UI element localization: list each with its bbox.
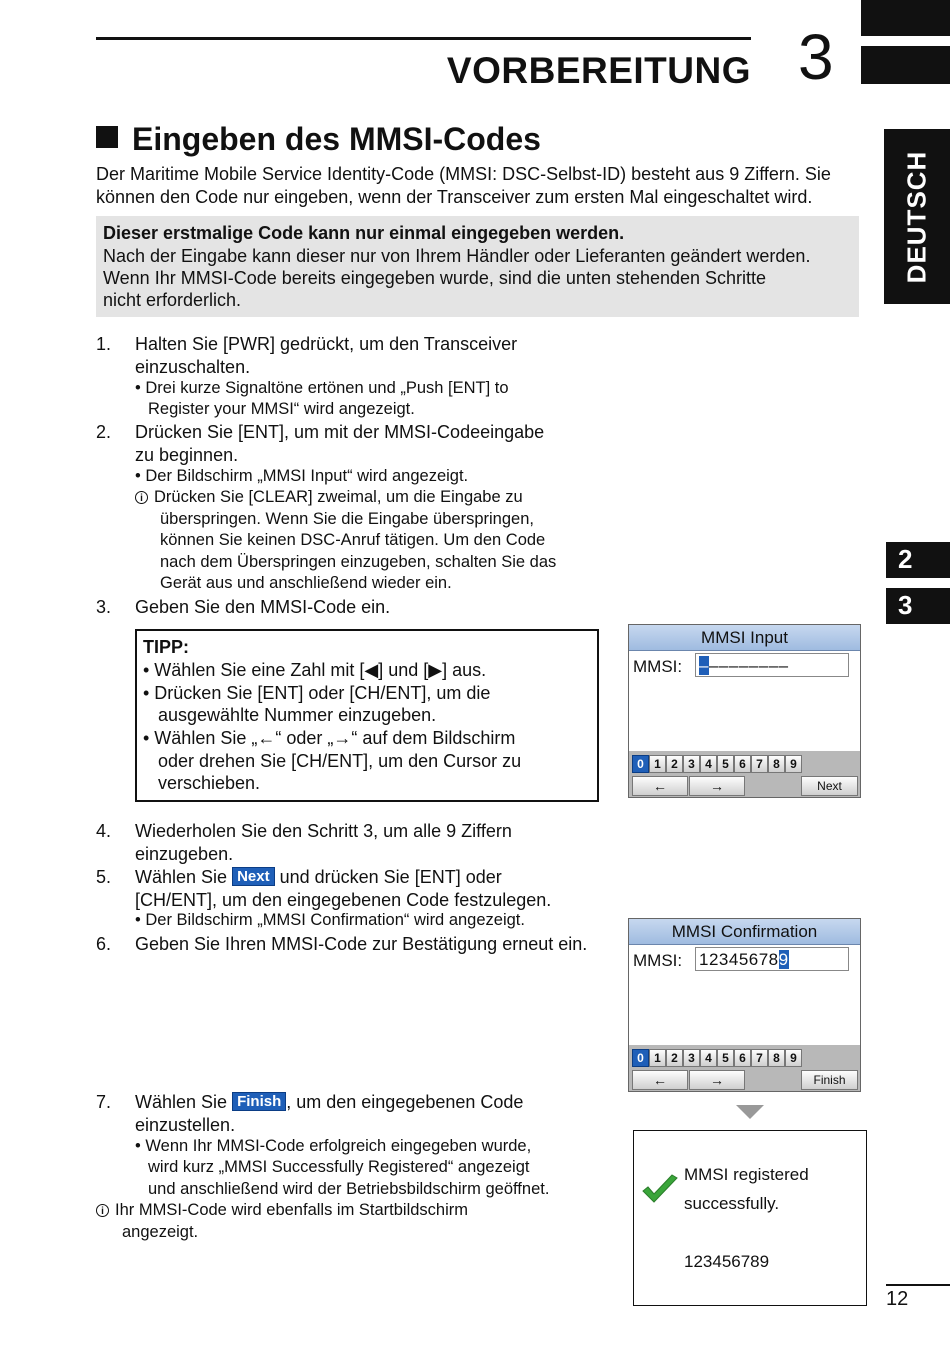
step5-post: und drücken Sie [ENT] oder xyxy=(279,867,502,887)
digit-key[interactable]: 6 xyxy=(734,755,751,773)
step7-bullet1: • Wenn Ihr MMSI-Code erfolgreich eingegeben wurde, xyxy=(135,1137,532,1155)
screen-title: MMSI Input xyxy=(629,625,860,651)
step7-line1 xyxy=(135,1091,523,1114)
note-bold: Dieser erstmalige Code kann nur einmal eingegeben werden. xyxy=(103,223,625,243)
chapter-tab-label: 2 xyxy=(898,544,913,574)
down-arrow-icon xyxy=(736,1105,764,1119)
info-icon: i xyxy=(135,491,148,504)
chapter-title: VORBEREITUNG xyxy=(446,50,751,91)
step4-line1: Wiederholen Sie den Schritt 3, um alle 9 Ziffern xyxy=(135,821,512,841)
tip-line-5: oder drehen Sie [CH/ENT], um den Cursor zu xyxy=(143,751,522,771)
step2-info-line3: können Sie keinen DSC-Anruf tätigen. Um den Code xyxy=(160,531,546,549)
note-line-1: Nach der Eingabe kann dieser nur von Ihrem Händler oder Lieferanten geändert werden. xyxy=(103,246,811,266)
tip-line-2: • Drücken Sie [ENT] oder [CH/ENT], um die xyxy=(143,683,491,703)
finish-button-inline: Finish xyxy=(232,1092,286,1111)
confirm-value: 12345678 xyxy=(699,950,779,969)
final-info xyxy=(96,1200,468,1222)
input-placeholder: –––––––– xyxy=(708,656,789,675)
step2-line2: zu beginnen. xyxy=(135,445,239,465)
digit-key[interactable]: 1 xyxy=(649,755,666,773)
header-block-bottom xyxy=(861,46,950,84)
section-title xyxy=(96,121,541,158)
tip-box xyxy=(135,629,599,802)
digit-key[interactable]: 0 xyxy=(632,1049,649,1067)
next-button-inline: Next xyxy=(232,867,275,886)
digit-key[interactable]: 4 xyxy=(700,755,717,773)
step3-line1: Geben Sie den MMSI-Code ein. xyxy=(135,597,391,617)
step7-line2: einzustellen. xyxy=(135,1115,236,1135)
mmsi-confirm-field[interactable] xyxy=(695,947,849,971)
step-number: 2. xyxy=(96,422,112,442)
mmsi-label: MMSI: xyxy=(633,657,683,676)
intro-line-1: Der Maritime Mobile Service Identity-Code (MMSI: DSC-Selbst-ID) besteht aus 9 Ziffern. Sie xyxy=(96,164,831,184)
step5-bullet1: • Der Bildschirm „MMSI Confirmation“ wird angezeigt. xyxy=(135,911,525,929)
screen-title: MMSI Confirmation xyxy=(629,919,860,945)
digit-key[interactable]: 2 xyxy=(666,1049,683,1067)
success-line-1: MMSI registered xyxy=(684,1165,809,1184)
digit-key[interactable]: 2 xyxy=(666,755,683,773)
finish-button[interactable]: Finish xyxy=(801,1070,858,1090)
header-rule xyxy=(96,37,751,40)
digit-key[interactable]: 9 xyxy=(785,1049,802,1067)
tip-line-3: ausgewählte Nummer einzugeben. xyxy=(143,705,437,725)
header-block-top xyxy=(861,0,950,36)
intro-line-2: können den Code nur eingeben, wenn der Transceiver zum ersten Mal eingeschaltet wird. xyxy=(96,187,813,207)
step1-line2: einzuschalten. xyxy=(135,357,251,377)
chapter-tab-2 xyxy=(886,542,950,578)
step-number: 7. xyxy=(96,1092,112,1112)
step-number: 5. xyxy=(96,867,112,887)
step1-line1: Halten Sie [PWR] gedrückt, um den Transceiver xyxy=(135,334,518,354)
mmsi-input-field[interactable] xyxy=(695,653,849,677)
digit-key[interactable]: 5 xyxy=(717,755,734,773)
digit-key[interactable]: 9 xyxy=(785,755,802,773)
step-number: 1. xyxy=(96,334,112,354)
final-info-line2: angezeigt. xyxy=(122,1223,199,1241)
step7-bullet1-line2: wird kurz „MMSI Successfully Registered“ angezeigt xyxy=(148,1158,530,1176)
note-box xyxy=(96,216,859,317)
step5-line1 xyxy=(135,866,502,889)
success-code: 123456789 xyxy=(684,1252,770,1271)
step2-info-line2: überspringen. Wenn Sie die Eingabe überspringen, xyxy=(160,510,534,528)
final-info-text: Ihr MMSI-Code wird ebenfalls im Startbildschirm xyxy=(115,1201,469,1219)
info-icon: i xyxy=(96,1204,109,1217)
page-number: 12 xyxy=(886,1288,909,1310)
step5-pre: Wählen Sie xyxy=(135,867,228,887)
tip-title: TIPP: xyxy=(143,637,190,657)
input-cursor: 9 xyxy=(778,950,789,969)
digit-keypad xyxy=(629,1045,860,1091)
step2-line1: Drücken Sie [ENT], um mit der MMSI-Codeeingabe xyxy=(135,422,545,442)
step7-bullet1-line3: und anschließend wird der Betriebsbildschirm geöffnet. xyxy=(148,1180,550,1198)
note-line-3: nicht erforderlich. xyxy=(103,290,242,310)
step7-pre: Wählen Sie xyxy=(135,1092,228,1112)
digit-key[interactable]: 7 xyxy=(751,755,768,773)
note-line-2: Wenn Ihr MMSI-Code bereits eingegeben wurde, sind die unten stehenden Schritte xyxy=(103,268,767,288)
digit-key[interactable]: 8 xyxy=(768,755,785,773)
step1-bullet1-cont: Register your MMSI“ wird angezeigt. xyxy=(148,400,415,418)
cursor-left-button[interactable]: ← xyxy=(632,776,688,796)
square-bullet-icon xyxy=(96,126,118,148)
step2-bullet1: • Der Bildschirm „MMSI Input“ wird angezeigt. xyxy=(135,467,469,485)
step6-line1: Geben Sie Ihren MMSI-Code zur Bestätigung erneut ein. xyxy=(135,934,588,954)
section-title-text: Eingeben des MMSI-Codes xyxy=(132,121,541,157)
success-screen xyxy=(633,1130,867,1306)
digit-key[interactable]: 7 xyxy=(751,1049,768,1067)
step2-info-text: Drücken Sie [CLEAR] zweimal, um die Eingabe zu xyxy=(154,488,523,506)
tip-line-1: • Wählen Sie eine Zahl mit [◀] und [▶] aus. xyxy=(143,660,487,680)
step4-line2: einzugeben. xyxy=(135,844,234,864)
success-line-2: successfully. xyxy=(684,1194,780,1213)
language-tab xyxy=(884,129,950,304)
footer-rule xyxy=(886,1284,950,1286)
cursor-right-button[interactable]: → xyxy=(689,776,745,796)
chapter-number: 3 xyxy=(798,21,834,93)
mmsi-input-screen xyxy=(628,624,861,798)
step5-line2: [CH/ENT], um den eingegebenen Code festzulegen. xyxy=(135,890,552,910)
step-number: 6. xyxy=(96,934,112,954)
digit-key[interactable]: 4 xyxy=(700,1049,717,1067)
digit-key[interactable]: 1 xyxy=(649,1049,666,1067)
cursor-right-button[interactable]: → xyxy=(689,1070,745,1090)
digit-key[interactable]: 5 xyxy=(717,1049,734,1067)
digit-key[interactable]: 3 xyxy=(683,755,700,773)
step2-info-line4: nach dem Überspringen einzugeben, schalten Sie das xyxy=(160,553,557,571)
digit-keypad xyxy=(629,751,860,797)
digit-key[interactable]: 3 xyxy=(683,1049,700,1067)
digit-key[interactable]: 0 xyxy=(632,755,649,773)
chapter-tab-3 xyxy=(886,588,950,624)
digit-key[interactable]: 6 xyxy=(734,1049,751,1067)
step2-info xyxy=(135,487,523,509)
step1-bullet1: • Drei kurze Signaltöne ertönen und „Push [ENT] to xyxy=(135,379,509,397)
tip-line-4: • Wählen Sie „←“ oder „→“ auf dem Bildschirm xyxy=(143,728,516,748)
mmsi-confirmation-screen xyxy=(628,918,861,1092)
step7-post: , um den eingegebenen Code xyxy=(286,1092,524,1112)
step-number: 3. xyxy=(96,597,112,617)
tip-line-6: verschieben. xyxy=(143,773,261,793)
input-cursor: – xyxy=(699,656,709,675)
step2-info-line5: Gerät aus und anschließend wieder ein. xyxy=(160,574,452,592)
language-tab-label: DEUTSCH xyxy=(901,150,932,283)
mmsi-label: MMSI: xyxy=(633,951,683,970)
digit-key[interactable]: 8 xyxy=(768,1049,785,1067)
cursor-left-button[interactable]: ← xyxy=(632,1070,688,1090)
next-button[interactable]: Next xyxy=(801,776,858,796)
chapter-tab-label: 3 xyxy=(898,590,913,620)
check-icon xyxy=(640,1173,680,1207)
step-number: 4. xyxy=(96,821,112,841)
